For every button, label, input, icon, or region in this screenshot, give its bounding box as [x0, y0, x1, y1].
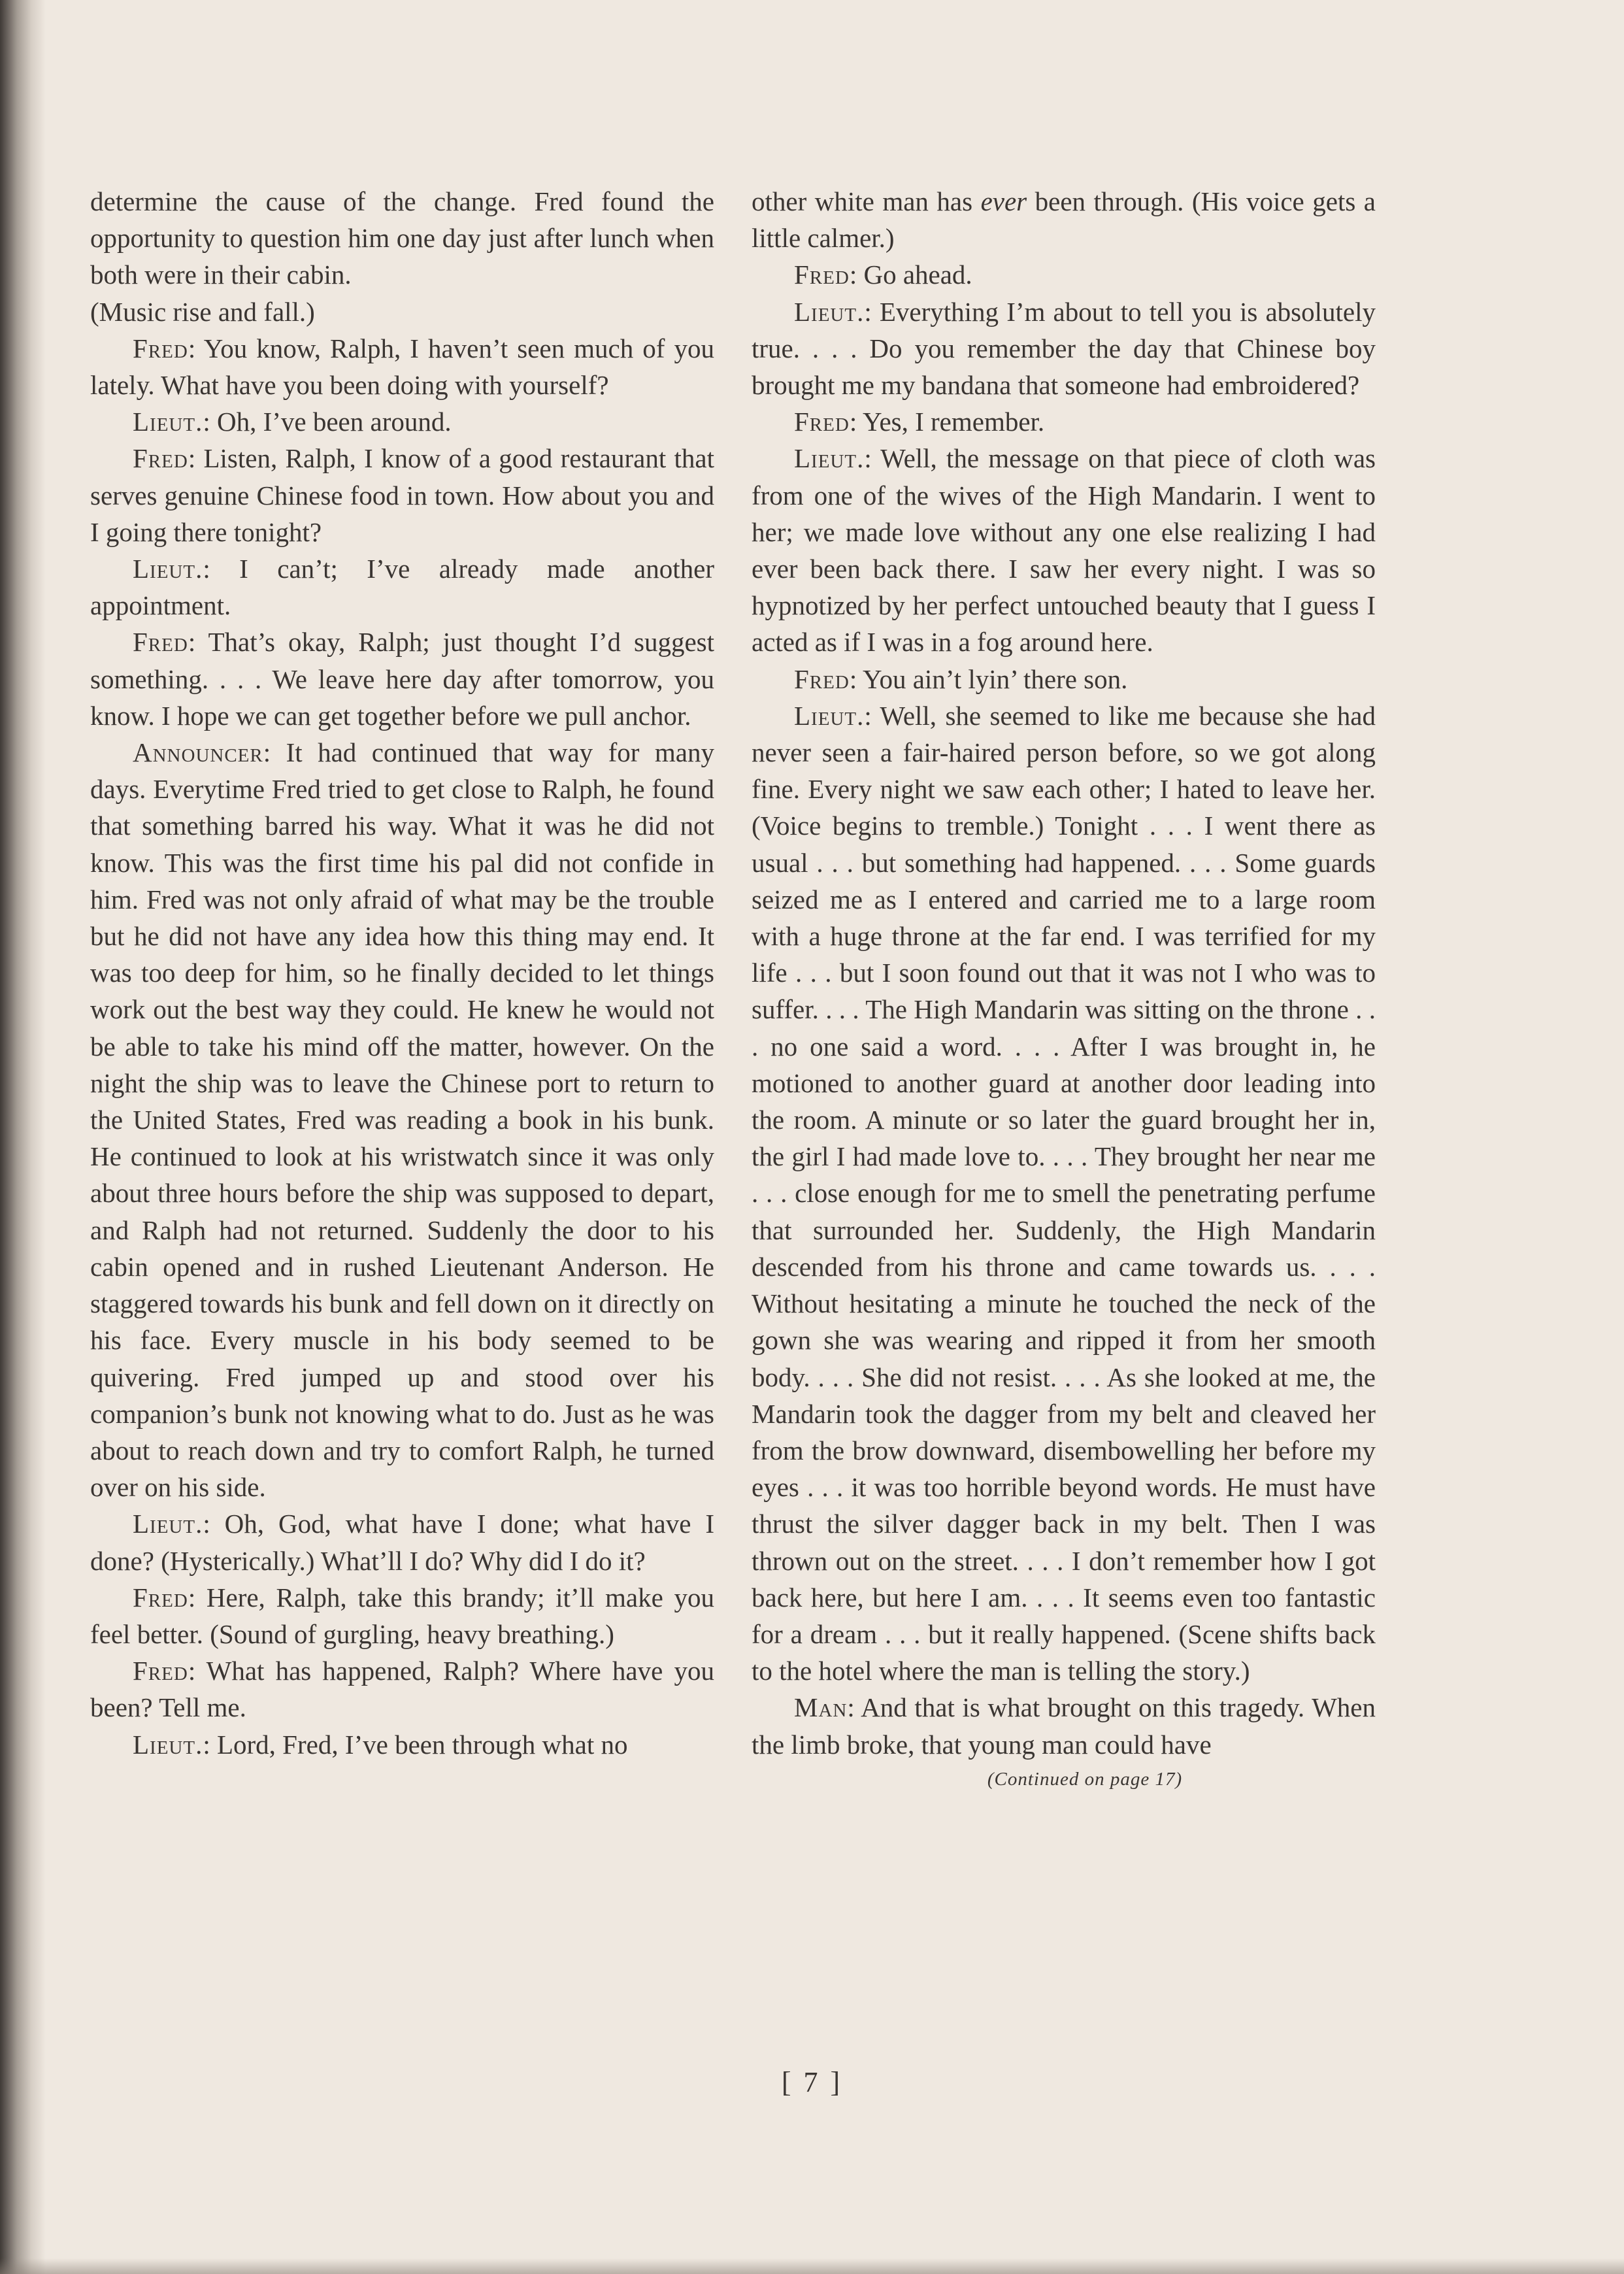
dialogue-line: Fred: You ain’t lyin’ there son.: [794, 663, 1128, 694]
dialogue-line: Fred: Here, Ralph, take this brandy; it’ll make you feel better. (Sound of gurgling, heavy breathing.): [90, 1582, 714, 1649]
dialogue-line: Lieut.: Everything I’m about to tell you is absolutely true. . . . Do you remember the day that Chinese boy brought me my bandana that someone had embroidered?: [752, 296, 1376, 401]
continued-note: (Continued on page 17): [987, 1768, 1183, 1790]
dialogue-text: Go ahead.: [863, 259, 972, 290]
speaker-name: Fred: [794, 407, 850, 437]
left-column: [90, 183, 714, 1763]
right-column: [752, 183, 1376, 1796]
binding-shadow: [0, 0, 46, 2274]
speaker-name: Lieut.: [794, 443, 865, 474]
dialogue-line: Lieut.: Well, the message on that piece of cloth was from one of the wives of the High Mandarin. I went to her; we made love without any one else realizing I had ever been back there. I saw her every night. I was so hypnotized by her perfect untouched beauty that I guess I acted as if I was in a fog around here.: [752, 443, 1376, 658]
paragraph-text: been through. (His voice gets a little calmer.): [752, 186, 1376, 254]
dialogue-text: Everything I’m about to tell you is absolutely true. . . . Do you remember the day that Chinese boy brought me my bandana that someone had embroidered?: [752, 296, 1376, 401]
speaker-name: Fred: [133, 627, 188, 658]
dialogue-line: Lieut.: Oh, God, what have I done; what have I done? (Hysterically.) What’ll I do? Why did I do it?: [90, 1509, 714, 1576]
speaker-name: Fred: [133, 333, 188, 363]
dialogue-text: That’s okay, Ralph; just thought I’d suggest something. . . . We leave here day after tomorrow, you know. I hope we can get together before we pull anchor.: [90, 627, 714, 731]
dialogue-text: You know, Ralph, I haven’t seen much of you lately. What have you been doing with yourself?: [90, 333, 714, 401]
continuation-paragraph: [90, 183, 714, 293]
speaker-name: Lieut.: [794, 296, 865, 327]
dialogue-line: Fred: That’s okay, Ralph; just thought I’d suggest something. . . . We leave here day after tomorrow, you know. I hope we can get together before we pull anchor.: [90, 627, 714, 731]
dialogue-text: I can’t; I’ve already made another appointment.: [90, 554, 714, 621]
dialogue-line: Fred: Go ahead.: [794, 259, 972, 290]
dialogue-line: Lieut.: I can’t; I’ve already made another appointment.: [90, 554, 714, 621]
dialogue-text: Oh, I’ve been around.: [216, 407, 452, 437]
dialogue-text: You ain’t lyin’ there son.: [862, 663, 1128, 694]
dialogue-line: Fred: Listen, Ralph, I know of a good restaurant that serves genuine Chinese food in town. How about you and I going there tonight?: [90, 443, 714, 547]
speaker-name: Lieut.: [133, 1729, 203, 1760]
paragraph-text: (Music rise and fall.): [90, 296, 315, 327]
dialogue-line: Man: And that is what brought on this tragedy. When the limb broke, that young man could have: [752, 1692, 1376, 1760]
continuation-paragraph: [752, 183, 1376, 256]
speaker-name: Lieut.: [133, 1509, 203, 1539]
dialogue-text: Yes, I remember.: [862, 407, 1045, 437]
dialogue-text: Well, the message on that piece of cloth was from one of the wives of the High Mandarin. I went to her; we made love without any one else realizing I had ever been back there. I saw her every night. I was so hypnotized by her perfect untouched beauty that I guess I acted as if I was in a fog around here.: [752, 443, 1376, 658]
speaker-name: Fred: [133, 443, 188, 474]
page-number: [ 7 ]: [781, 2066, 843, 2098]
dialogue-line: Fred: What has happened, Ralph? Where have you been? Tell me.: [90, 1656, 714, 1723]
speaker-name: Man: [794, 1692, 848, 1723]
dialogue-line: Announcer: It had continued that way for many days. Everytime Fred tried to get close to Ralph, he found that something barred his way. What it was he did not know. This was the first time his pal did not confide in him. Fred was not only afraid of what may be the trouble but he did not have any idea how this thing may end. It was too deep for him, so he finally decided to let things work out the best way they could. He knew he would not be able to take his mind off the matter, however. On the night the ship was to leave the Chinese port to return to the United States, Fred was reading a book in his bunk. He continued to look at his wristwatch since it was only about three hours before the ship was supposed to depart, and Ralph had not returned. Suddenly the door to his cabin opened and in rushed Lieutenant Anderson. He staggered towards his bunk and fell down on it directly on his face. Every muscle in his body seemed to be quivering. Fred jumped up and stood over his companion’s bunk not knowing what to do. Just as he was about to reach down and try to comfort Ralph, he turned over on his side.: [90, 737, 714, 1503]
speaker-name: Announcer: [133, 737, 263, 768]
dialogue-text: What has happened, Ralph? Where have you been? Tell me.: [90, 1656, 714, 1723]
speaker-name: Lieut.: [794, 700, 865, 731]
speaker-name: Fred: [794, 259, 850, 290]
paragraph-text: determine the cause of the change. Fred found the opportunity to question him one day just after lunch when both were in their cabin.: [90, 186, 714, 290]
dialogue-line: Fred: You know, Ralph, I haven’t seen much of you lately. What have you been doing with yourself?: [90, 333, 714, 401]
dialogue-line: Lieut.: Lord, Fred, I’ve been through what no: [133, 1729, 628, 1760]
paragraph-text: other white man has: [752, 186, 981, 216]
dialogue-line: Lieut.: Well, she seemed to like me because she had never seen a fair-haired person before, so we got along fine. Every night we saw each other; I hated to leave her. (Voice begins to tremble.) Tonight . . . I went there as usual . . . but something had happened. . . . Some guards seized me as I entered and carried me to a large room with a huge throne at the far end. I was terrified for my life . . . but I soon found out that it was not I who was to suffer. . . . The High Mandarin was sitting on the throne . . . no one said a word. . . . After I was brought in, he motioned to another guard at another door leading into the room. A minute or so later the guard brought her in, the girl I had made love to. . . . They brought her near me . . . close enough for me to smell the penetrating perfume that surrounded her. Suddenly, the High Mandarin descended from his throne and came towards us. . . . Without hesitating a minute he touched the neck of the gown she was wearing and ripped it from her smooth body. . . . She did not resist. . . . As she looked at me, the Mandarin took the dagger from my belt and cleaved her from the brow downward, disembowelling her before my eyes . . . it was too horrible beyond words. He must have thrust the silver dagger back in my belt. Then I was thrown out on the street. . . . I don’t remember how I got back here, but here I am. . . . It seems even too fantastic for a dream . . . but it really happened. (Scene shifts back to the hotel where the man is telling the story.): [752, 700, 1376, 1686]
bottom-edge-shadow: [0, 2258, 1624, 2274]
dialogue-text: Lord, Fred, I’ve been through what no: [216, 1729, 628, 1760]
dialogue-text: Oh, God, what have I done; what have I done? (Hysterically.) What’ll I do? Why did I do it?: [90, 1509, 714, 1576]
dialogue-text: Listen, Ralph, I know of a good restaurant that serves genuine Chinese food in town. How about you and I going there tonight?: [90, 443, 714, 547]
dialogue-text: It had continued that way for many days. Everytime Fred tried to get close to Ralph, he found that something barred his way. What it was he did not know. This was the first time his pal did not confide in him. Fred was not only afraid of what may be the trouble but he did not have any idea how this thing may end. It was too deep for him, so he finally decided to let things work out the best way they could. He knew he would not be able to take his mind off the matter, however. On the night the ship was to leave the Chinese port to return to the United States, Fred was reading a book in his bunk. He continued to look at his wristwatch since it was only about three hours before the ship was supposed to depart, and Ralph had not returned. Suddenly the door to his cabin opened and in rushed Lieutenant Anderson. He staggered towards his bunk and fell down on it directly on his face. Every muscle in his body seemed to be quivering. Fred jumped up and stood over his companion’s bunk not knowing what to do. Just as he was about to reach down and try to comfort Ralph, he turned over on his side.: [90, 737, 714, 1503]
dialogue-text: And that is what brought on this tragedy. When the limb broke, that young man could have: [752, 1692, 1376, 1760]
stage-direction: [90, 293, 714, 330]
speaker-name: Fred: [133, 1582, 188, 1613]
speaker-name: Lieut.: [133, 554, 203, 584]
speaker-name: Fred: [794, 663, 850, 694]
dialogue-line: Fred: Yes, I remember.: [794, 407, 1045, 437]
speaker-name: Fred: [133, 1656, 188, 1686]
dialogue-line: Lieut.: Oh, I’ve been around.: [133, 407, 452, 437]
emphasis-text: ever: [980, 186, 1027, 216]
speaker-name: Lieut.: [133, 407, 203, 437]
dialogue-text: Here, Ralph, take this brandy; it’ll make you feel better. (Sound of gurgling, heavy breathing.): [90, 1582, 714, 1649]
dialogue-text: Well, she seemed to like me because she had never seen a fair-haired person before, so we got along fine. Every night we saw each other; I hated to leave her. (Voice begins to tremble.) Tonight . . . I went there as usual . . . but something had happened. . . . Some guards seized me as I entered and carried me to a large room with a huge throne at the far end. I was terrified for my life . . . but I soon found out that it was not I who was to suffer. . . . The High Mandarin was sitting on the throne . . . no one said a word. . . . After I was brought in, he motioned to another guard at another door leading into the room. A minute or so later the guard brought her in, the girl I had made love to. . . . They brought her near me . . . close enough for me to smell the penetrating perfume that surrounded her. Suddenly, the High Mandarin descended from his throne and came towards us. . . . Without hesitating a minute he touched the neck of the gown she was wearing and ripped it from her smooth body. . . . She did not resist. . . . As she looked at me, the Mandarin took the dagger from my belt and cleaved her from the brow downward, disembowelling her before my eyes . . . it was too horrible beyond words. He must have thrust the silver dagger back in my belt. Then I was thrown out on the street. . . . I don’t remember how I got back here, but here I am. . . . It seems even too fantastic for a dream . . . but it really happened. (Scene shifts back to the hotel where the man is telling the story.): [752, 700, 1376, 1686]
